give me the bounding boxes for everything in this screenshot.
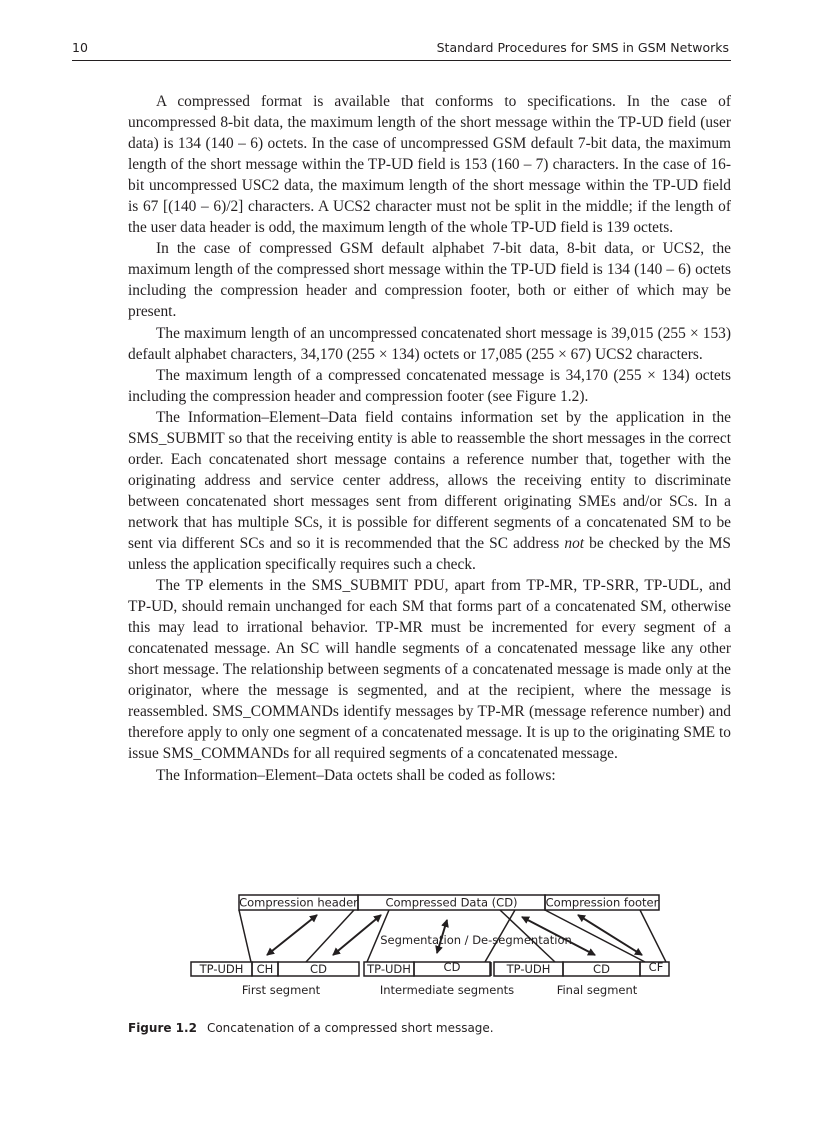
top-box-compression-header (239, 895, 358, 910)
mapping-arrows (267, 915, 642, 955)
page-header (72, 38, 731, 61)
paragraph-4: The maximum length of a compressed concatenated message is 34,170 (255 × 134) octets including the compression header and compression footer (see Figure 1.2). (128, 366, 731, 405)
paragraph-6: The TP elements in the SMS_SUBMIT PDU, apart from TP-MR, TP-SRR, TP-UDL, and TP-UD, should remain unchanged for each SM that forms part of a concatenated SM, otherwise this may lead to irrational behavior. TP-MR must be incremented for every segment of a concatenated message. An SC will handle segments of a concatenated message like any other short message. The relationship between segments of a concatenated message is made only at the originator, where the message is segmented, and at the recipient, where the message is reassembled. SMS_COMMANDs identify messages by TP-MR (message reference number) and therefore apply to only one segment of a concatenated message. It is up to the originating SME to issue SMS_COMMANDs for all required segments of a concatenated message. (128, 577, 731, 763)
intermediate-segment-cells (364, 960, 491, 976)
paragraph-1: A compressed format is available that conforms to specifications. In the case of uncompressed 8-bit data, the maximum length of the short message within the TP-UD field (user data) is 134 (140 – 6) octets. In the case of uncompressed GSM default 7-bit data, the maximum length of the short message within the TP-UD field is 153 (160 – 7) characters. In the case of 16-bit uncompressed USC2 data, the maximum length of the short message within the TP-UD field is 67 [(140 – 6)/2] characters. A UCS2 character must not be split in the middle; if the length of the user data header is odd, the maximum length of the whole TP-UD field is 139 octets. (128, 93, 731, 237)
caption-text: Concatenation of a compressed short message. (206, 1021, 494, 1035)
paragraph-5-before: The Information–Element–Data field contains information set by the application in the SMS_SUBMIT so that the receiving entity is able to reassemble the short messages in the correct order. Each concatenated short message contains a reference number that, together with the originating address and service center address, allows the receiving entity to discriminate between concatenated short messages sent from different originating SMEs and/or SCs. In a network that has multiple SCs, it is possible for different segments of a concatenated SM to be sent via different SCs and so it is recommended that the SC address (128, 408, 731, 552)
paragraph-5-after: be checked by the MS unless the application specifically requires such a check. (128, 534, 731, 574)
paragraph-7: The Information–Element–Data octets shall be coded as follows: (156, 766, 556, 784)
paragraph-2: In the case of compressed GSM default alphabet 7-bit data, 8-bit data, or UCS2, the maximum length of the compressed short message within the TP-UD field is 134 (140 – 6) octets including the compression header and compression footer, both or either of which may be present. (128, 240, 731, 321)
segmentation-label: Segmentation / De-segmentation (380, 933, 572, 947)
top-box-compression-footer (545, 895, 659, 910)
paragraph-5 (128, 407, 731, 575)
emphasis-not: not (564, 534, 585, 552)
connector-lines (239, 910, 666, 962)
cell-tp-udh: TP-UDH (199, 962, 244, 976)
label-intermediate-segments: Intermediate segments (379, 983, 515, 997)
cell-cd: CD (310, 962, 327, 976)
cell-cd: CD (443, 960, 461, 974)
cell-cd: CD (593, 962, 610, 976)
label-compression-header: Compression header (239, 895, 358, 910)
label-final-segment: Final segment (556, 983, 638, 997)
running-title: Standard Procedures for SMS in GSM Networks (436, 40, 729, 55)
page-number: 10 (72, 40, 88, 55)
figure-label: Figure 1.2 (128, 1021, 197, 1035)
first-segment-cells (191, 962, 359, 976)
figure-caption (128, 1021, 494, 1035)
label-first-segment: First segment (241, 983, 321, 997)
body-text (128, 91, 731, 786)
cell-ch: CH (256, 962, 274, 976)
top-box-compressed-data (358, 895, 545, 910)
cell-tp-udh: TP-UDH (506, 962, 551, 976)
paragraph-3: The maximum length of an uncompressed concatenated short message is 39,015 (255 × 153) default alphabet characters, 34,170 (255 × 134) octets or 17,085 (255 × 67) UCS2 characters. (128, 324, 731, 363)
label-compressed-data: Compressed Data (CD) (385, 895, 518, 910)
cell-cf: CF (648, 960, 664, 974)
label-compression-footer: Compression footer (545, 895, 659, 910)
cell-tp-udh: TP-UDH (367, 962, 411, 976)
final-segment-cells (494, 960, 669, 976)
